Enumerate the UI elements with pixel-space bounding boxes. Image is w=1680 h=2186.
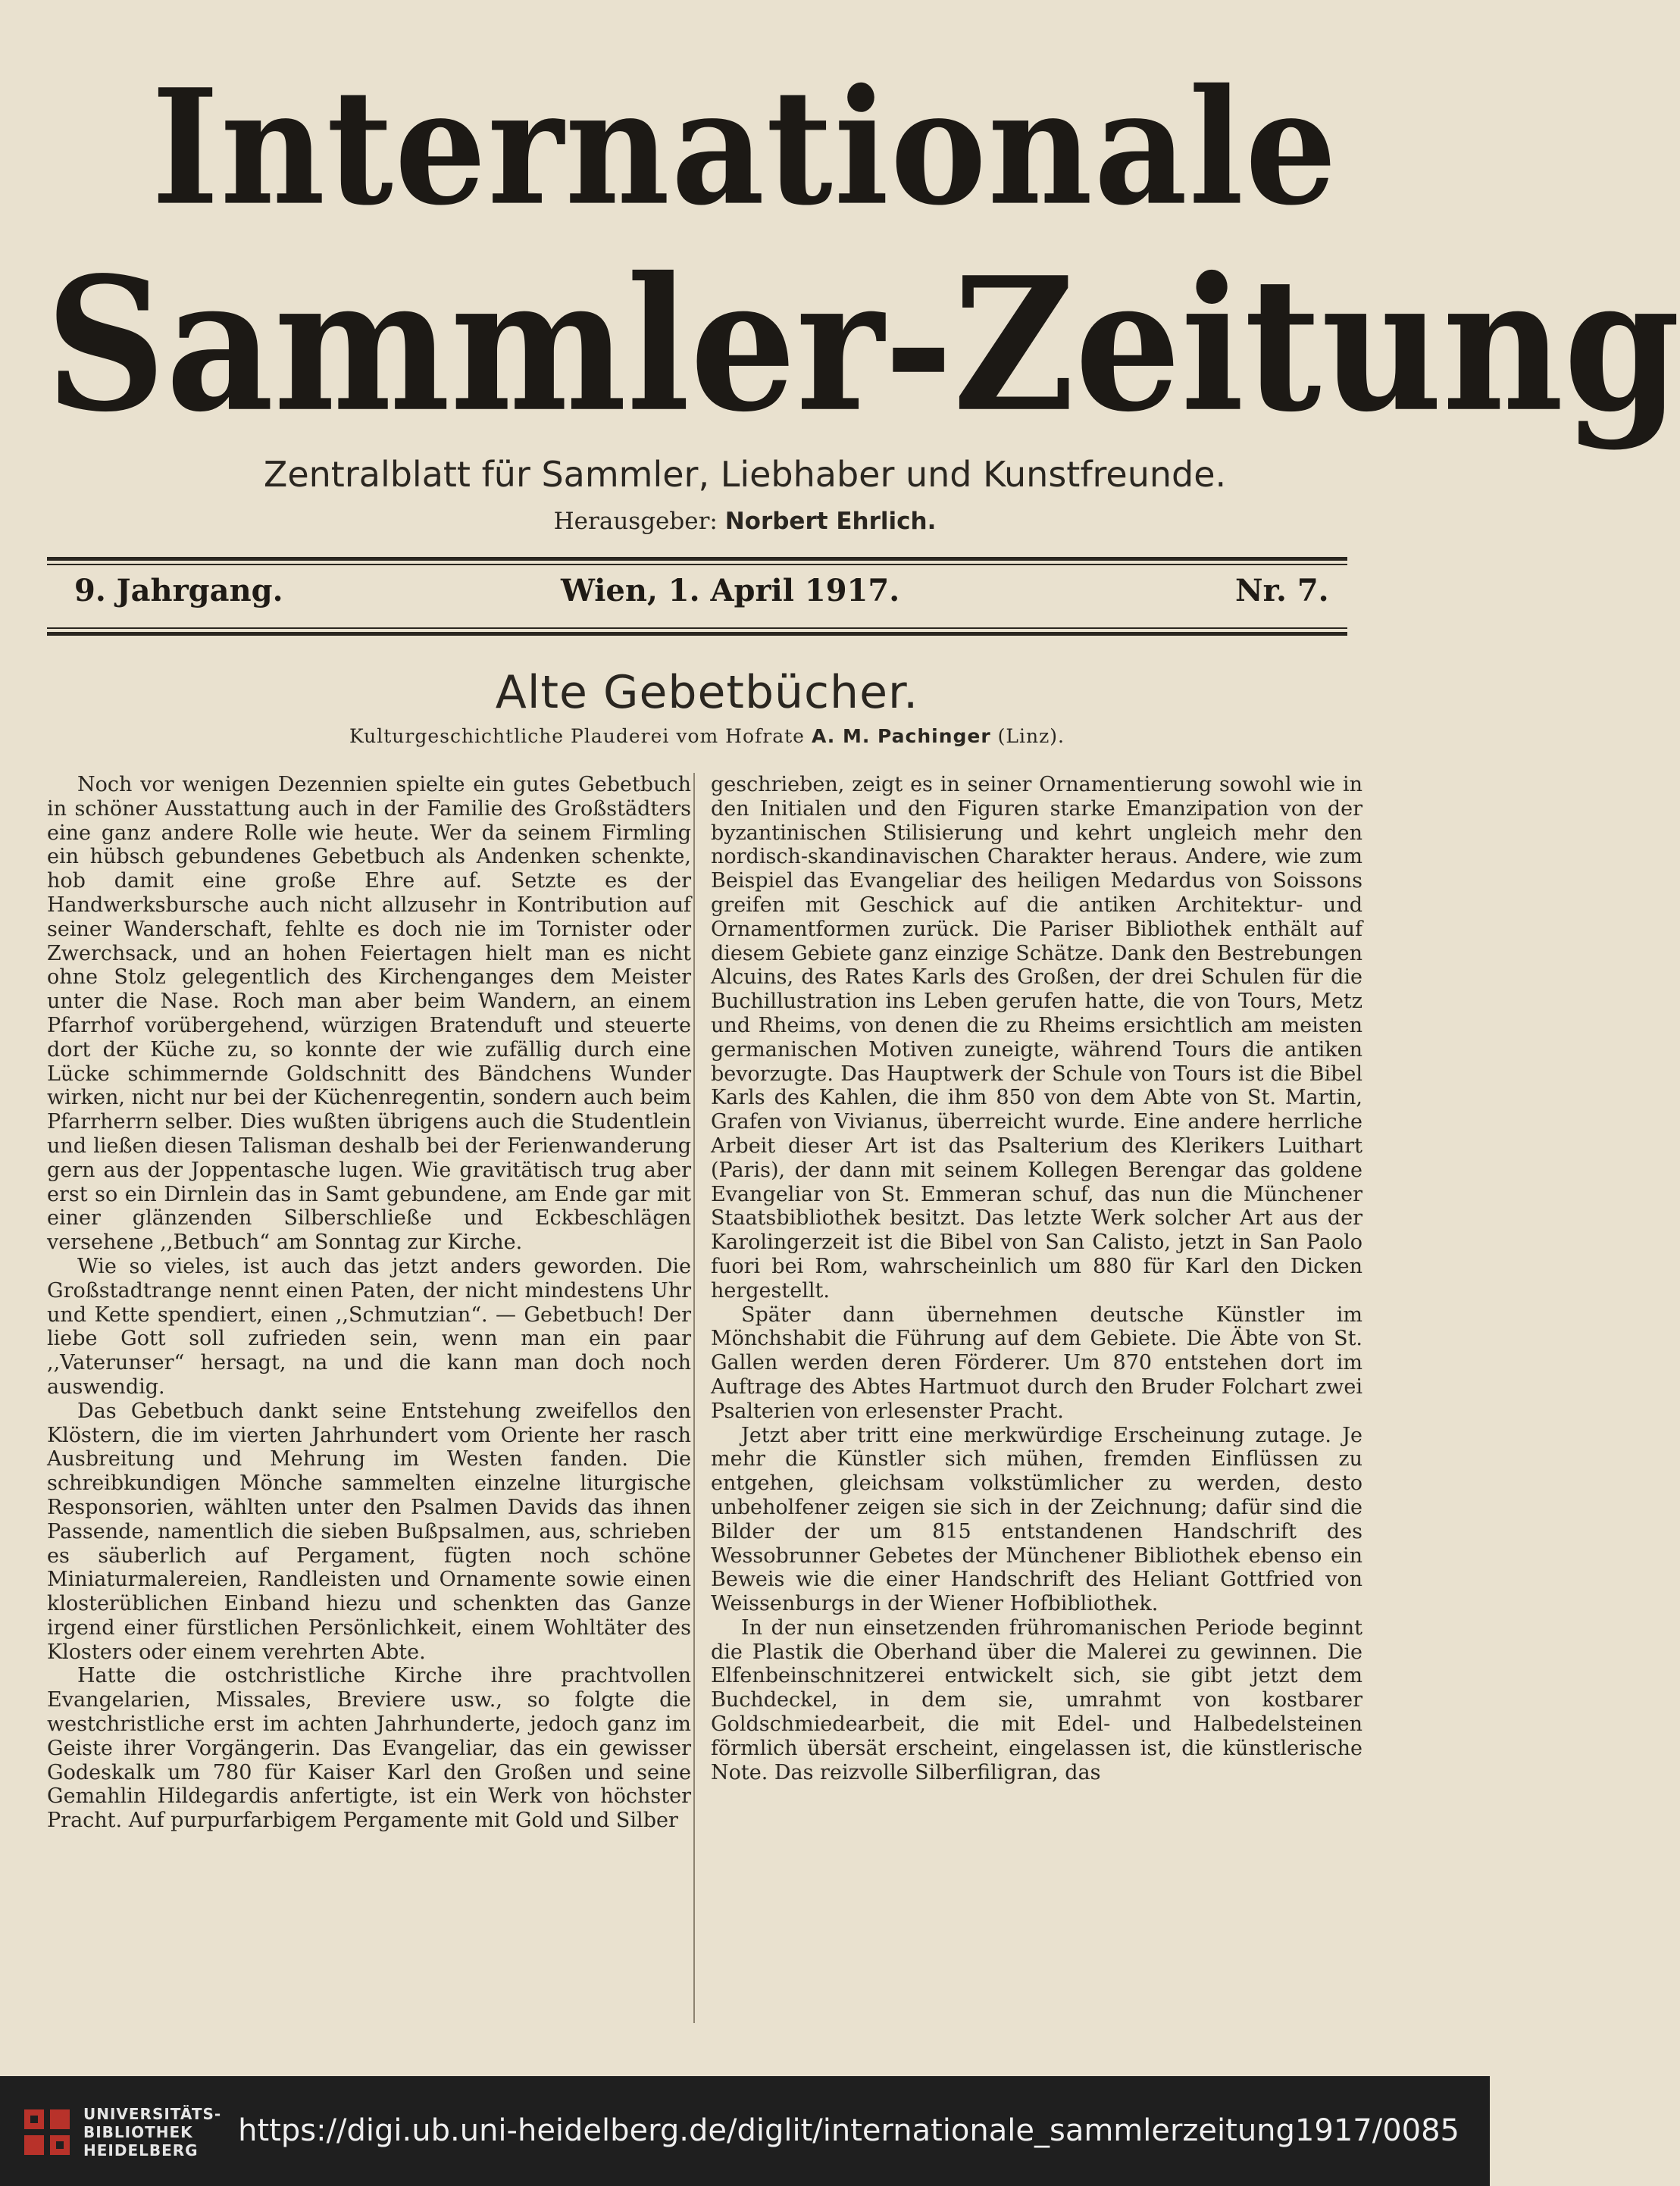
logo-line: BIBLIOTHEK — [83, 2123, 193, 2141]
publisher-line — [45, 506, 1444, 536]
issue-number: Nr. 7. — [1235, 573, 1329, 608]
publisher-name: Norbert Ehrlich. — [724, 508, 937, 535]
article-subtitle — [0, 724, 1414, 749]
viewer-footer-bar — [0, 2076, 1490, 2186]
logo-line: UNIVERSITÄTS- — [83, 2105, 222, 2123]
paragraph: In der nun einsetzenden frühromanischen Periode beginnt die Plastik die Oberhand über die Malerei zu gewinnen. Die Elfenbeinschnitzerei entwickelt sich, sie gibt jetzt dem Buchdeckel, in dem sie, umrahmt von kostbarer Goldschmiedearbeit, die mit Edel- und Halbedelsteinen förmlich übersät erscheint, eingelassen ist, die künstlerische Note. Das reizvolle Silberfiligran, das — [711, 1615, 1362, 1784]
paragraph: Noch vor wenigen Dezennien spielte ein gutes Gebetbuch in schöner Ausstattung auch in der Familie des Großstädters eine ganz andere Rolle wie heute. Wer da seinem Firmling ein hübsch gebundenes Gebetbuch als Andenken schenkte, hob damit eine große Ehre auf. Setzte es der Handwerksbursche auch nicht allzusehr in Kontribution auf seiner Wanderschaft, fehlte es doch nie im Tornister oder Zwerchsack, und an hohen Feiertagen hielt man es nicht ohne Stolz gelegentlich des Kirchenganges dem Meister unter die Nase. Roch man aber beim Wandern, an einem Pfarrhof vorübergehend, würzigen Bratenduft und steuerte dort der Küche zu, so konnte der wie zufällig durch eine Lücke schimmernde Goldschnitt des Bändchens Wunder wirken, nicht nur bei der Küchenregentin, sondern auch beim Pfarrherrn selber. Dies wußten übrigens auch die Studentlein und ließen diesen Talisman deshalb bei der Ferienwanderung gern aus der Joppentasche lugen. Wie gravitätisch trug aber erst so ein Dirnlein das in Samt gebundene, am Ende gar mit einer glänzenden Silberschließe und Eckbeschlägen versehene ,,Betbuch“ am Sonntag zur Kirche. — [47, 773, 691, 1255]
paragraph: Jetzt aber tritt eine merkwürdige Erscheinung zutage. Je mehr die Künstler sich mühen, fremden Einflüssen zu entgehen, gleichsam volkstümlicher zu werden, desto unbeholfener zeigen sie sich in der Zeichnung; dafür sind die Bilder der um 815 entstandenen Handschrift des Wessobrunner Gebetes der Münchener Bibliothek ebenso ein Beweis wie die einer Handschrift des Heliant Gottfried von Weissenburgs in der Wiener Hofbibliothek. — [711, 1423, 1362, 1616]
masthead-title-line2: Sammler-Zeitung — [45, 236, 1680, 452]
rule-bottom-thin — [47, 627, 1347, 629]
article-author: A. M. Pachinger — [811, 725, 991, 747]
rule-top-thin — [47, 564, 1347, 565]
library-logo-text — [83, 2105, 221, 2159]
text-column-left — [47, 773, 691, 1833]
issue-volume: 9. Jahrgang. — [74, 573, 283, 608]
paragraph: Hatte die ostchristliche Kirche ihre prachtvollen Evangelarien, Missales, Breviere usw., so folgte die westchristliche erst im achten Jahrhunderte, jedoch ganz im Geiste ihrer Vorgängerin. Das Evangeliar, das ein gewisser Godeskalk um 780 für Kaiser Karl den Großen und seine Gemahlin Hildegardis anfertigte, ist ein Werk von höchster Pracht. Auf purpurfarbigem Pergamente mit Gold und Silber — [47, 1664, 691, 1833]
masthead-subtitle: Zentralblatt für Sammler, Liebhaber und Kunstfreunde. — [263, 454, 1227, 495]
library-logo-icon — [21, 2105, 74, 2158]
logo-line: HEIDELBERG — [83, 2141, 199, 2159]
article-subtitle-prefix: Kulturgeschichtliche Plauderei vom Hofrate — [349, 725, 805, 747]
rule-top-thick — [47, 557, 1347, 561]
publisher-label: Herausgeber: — [553, 508, 718, 535]
column-divider — [693, 773, 695, 2023]
paragraph: Später dann übernehmen deutsche Künstler im Mönchshabit die Führung auf dem Gebiete. Die Äbte von St. Gallen werden deren Förderer. Um 870 entstehen dort im Auftrage des Abtes Hartmuot durch den Bruder Folchart zwei Psalterien von erlesenster Pracht. — [711, 1303, 1362, 1423]
paragraph: Wie so vieles, ist auch das jetzt anders geworden. Die Großstadtrange nennt einen Paten, der nicht mindestens Uhr und Kette spendiert, einen ,,Schmutzian“. — Gebetbuch! Der liebe Gott soll zufrieden sein, wenn man ein paar ,,Vaterunser“ hersagt, na und die kann man doch noch auswendig. — [47, 1254, 691, 1399]
source-url-link[interactable]: https://digi.ub.uni-heidelberg.de/diglit/internationale_sammlerzeitung1917/0085 — [238, 2113, 1459, 2148]
paragraph: Das Gebetbuch dankt seine Entstehung zweifellos den Klöstern, die im vierten Jahrhundert vom Oriente her rasch Ausbreitung und Mehrung im Westen fanden. Die schreibkundigen Mönche sammelten einzelne liturgische Responsorien, wählten unter den Psalmen Davids das ihnen Passende, namentlich die sieben Bußpsalmen, aus, schrieben es säuberlich auf Pergament, fügten noch schöne Miniaturmalereien, Randleisten und Ornamente sowie einen klosterüblichen Einband hiezu und schenkten das Ganze irgend einer fürstlichen Persönlichkeit, einem Wohltäter des Klosters oder einem verehrten Abte. — [47, 1399, 691, 1664]
masthead-title-line1: Internationale — [152, 54, 1338, 241]
text-column-right — [711, 773, 1362, 1784]
rule-bottom-thick — [47, 632, 1347, 636]
article-subtitle-suffix: (Linz). — [997, 725, 1065, 747]
article-title: Alte Gebetbücher. — [495, 666, 919, 719]
issue-date: Wien, 1. April 1917. — [561, 573, 900, 608]
paragraph: geschrieben, zeigt es in seiner Ornamentierung sowohl wie in den Initialen und den Figuren starke Emanzipation von der byzantinischen Stilisierung und kehrt ungleich mehr den nordisch-skandinavischen Charakter heraus. Andere, wie zum Beispiel das Evangeliar des heiligen Medardus von Soissons greifen mit Geschick auf die antiken Architektur- und Ornamentformen zurück. Die Pariser Bibliothek enthält auf diesem Gebiete ganz einzige Schätze. Dank den Bestrebungen Alcuins, des Rates Karls des Großen, der drei Schulen für die Buchillustration ins Leben gerufen hatte, die von Tours, Metz und Rheims, von denen die zu Rheims ersichtlich am meisten germanischen Motiven zuneigte, während Tours die antiken bevorzugte. Das Hauptwerk der Schule von Tours ist die Bibel Karls des Kahlen, die ihm 850 von dem Abte von St. Martin, Grafen von Vivianus, überreicht wurde. Eine andere herrliche Arbeit dieser Art ist das Psalterium des Klerikers Luithart (Paris), der dann mit seinem Kollegen Berengar das goldene Evangeliar von St. Emmeran schuf, das nun die Münchener Staatsbibliothek besitzt. Das letzte Werk solcher Art aus der Karolingerzeit ist die Bibel von San Calisto, jetzt in San Paolo fuori bei Rom, wahrscheinlich um 880 für Karl den Dicken hergestellt. — [711, 773, 1362, 1303]
